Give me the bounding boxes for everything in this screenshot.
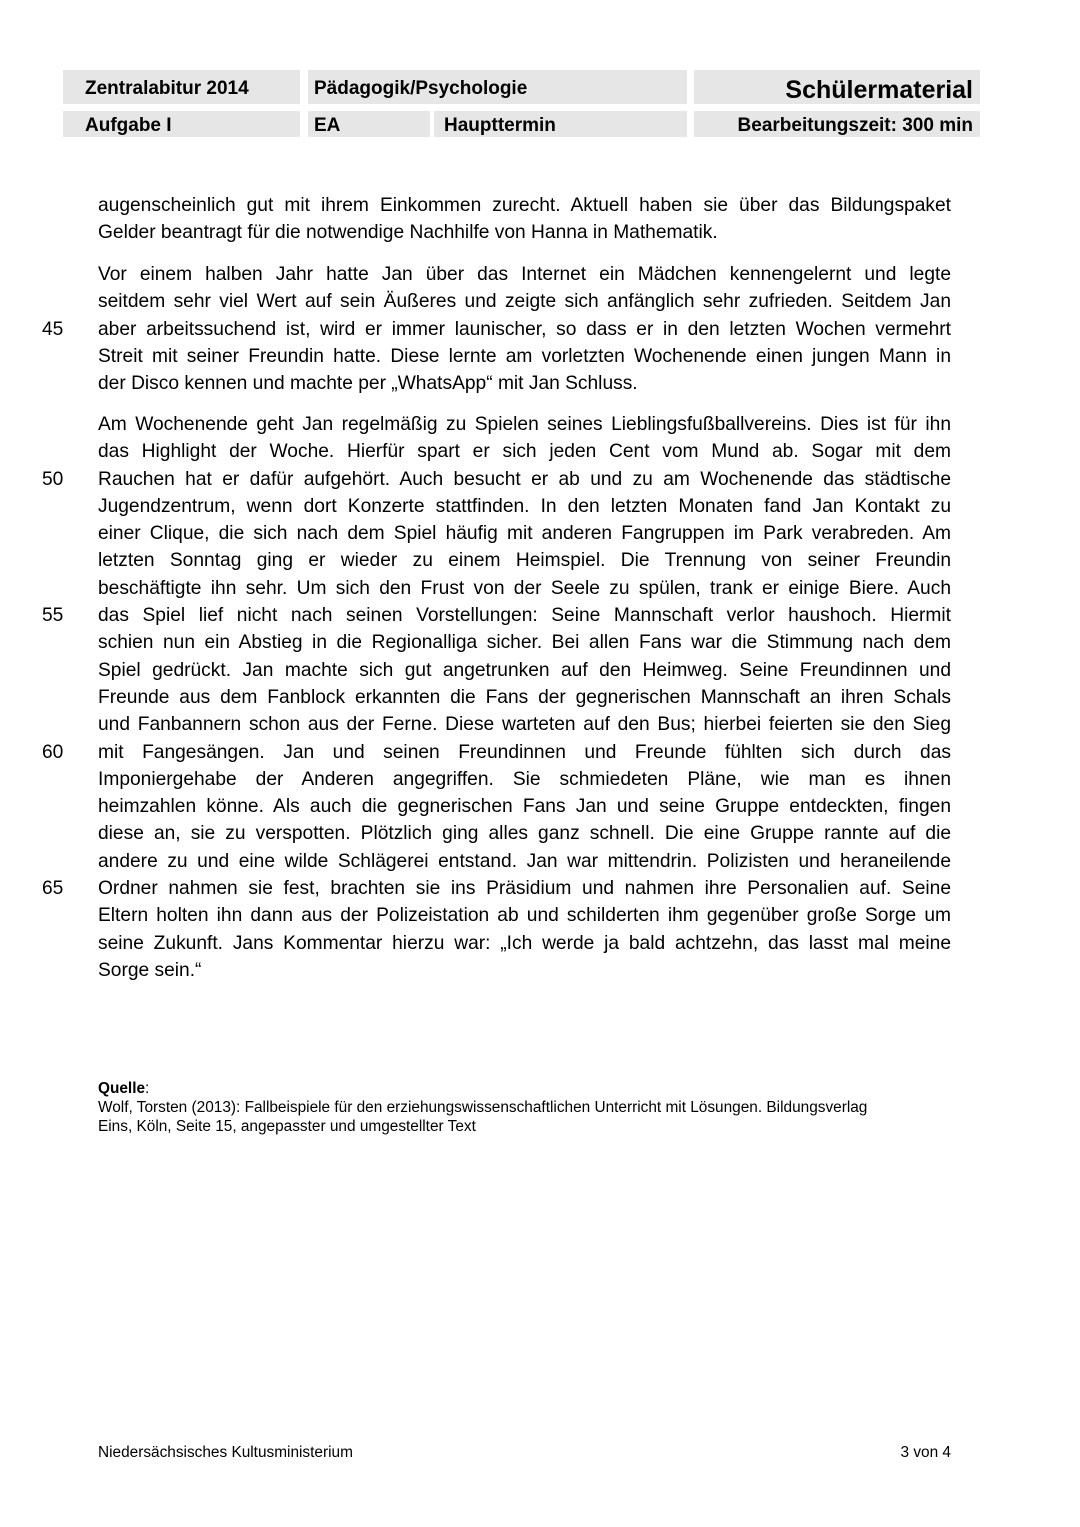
text-line: heimzahlen könne. Als auch die gegnerischen Fans Jan und seine Gruppe entdeckten, fingen	[98, 796, 951, 818]
text-line: andere zu und eine wilde Schlägerei entstand. Jan war mittendrin. Polizisten und heraneilende	[98, 850, 951, 872]
text-line: letzten Sonntag ging er wieder zu einem Heimspiel. Die Trennung von seiner Freundin	[98, 550, 951, 572]
header-level: EA	[308, 111, 430, 137]
text-line: Freunde aus dem Fanblock erkannten die Fans der gegnerischen Mannschaft an ihren Schals	[98, 686, 951, 708]
text-line: das Spiel lief nicht nach seinen Vorstellungen: Seine Mannschaft verlor haushoch. Hiermit	[98, 605, 951, 627]
source-colon: :	[145, 1080, 150, 1097]
text-line: seine Zukunft. Jans Kommentar hierzu war: „Ich werde ja bald achtzehn, das lasst mal meine	[98, 932, 951, 954]
paragraph-1	[98, 192, 951, 247]
text-line: diese an, sie zu verspotten. Plötzlich ging alles ganz schnell. Die eine Gruppe rannte auf die	[98, 823, 951, 845]
text-line: der Disco kennen und machte per „WhatsApp“ mit Jan Schluss.	[98, 373, 638, 395]
paragraph-2	[98, 261, 951, 397]
line-number: 55	[42, 605, 64, 626]
header-term: Haupttermin	[434, 111, 687, 137]
header-material: Schülermaterial	[694, 70, 980, 104]
footer-page-number: 3 von 4	[900, 1444, 951, 1461]
text-line: aber arbeitssuchend ist, wird er immer launischer, so dass er in den letzten Wochen vermehrt	[98, 318, 951, 340]
header-duration: Bearbeitungszeit: 300 min	[694, 111, 980, 137]
text-line: Gelder beantragt für die notwendige Nachhilfe von Hanna in Mathematik.	[98, 222, 718, 244]
source-citation	[98, 1079, 958, 1136]
line-number: 60	[42, 742, 64, 763]
text-line: Spiel gedrückt. Jan machte sich gut angetrunken auf den Heimweg. Seine Freundinnen und	[98, 659, 951, 681]
line-number: 65	[42, 878, 64, 899]
source-label: Quelle	[98, 1080, 146, 1097]
text-line: und Fanbannern schon aus der Ferne. Diese warteten auf den Bus; hierbei feierten sie den Sieg	[98, 714, 951, 736]
text-line: Jugendzentrum, wenn dort Konzerte stattfinden. In den letzten Monaten fand Jan Kontakt zu	[98, 495, 951, 517]
text-line: Rauchen hat er dafür aufgehört. Auch besucht er ab und zu am Wochenende das städtische	[98, 468, 951, 490]
text-line: augenscheinlich gut mit ihrem Einkommen zurecht. Aktuell haben sie über das Bildungspaket	[98, 195, 951, 216]
line-number: 45	[42, 319, 64, 340]
text-line: beschäftigte ihn sehr. Um sich den Frust von der Seele zu spülen, trank er einige Biere. Auch	[98, 577, 951, 599]
text-line: Eltern holten ihn dann aus der Polizeistation ab und schilderten ihm gegenüber große Sorge um	[98, 905, 951, 927]
text-line: mit Fangesängen. Jan und seinen Freundinnen und Freunde fühlten sich durch das	[98, 741, 951, 763]
text-line: schien nun ein Abstieg in die Regionalliga sicher. Bei allen Fans war die Stimmung nach dem	[98, 632, 951, 654]
header-task: Aufgabe I	[63, 111, 300, 137]
text-line: seitdem sehr viel Wert auf sein Äußeres und zeigte sich anfänglich sehr zufrieden. Seitdem Jan	[98, 291, 951, 313]
text-line: einer Clique, die sich nach dem Spiel häufig mit anderen Fangruppen im Park verabreden. Am	[98, 523, 951, 545]
text-line: das Highlight der Woche. Hierfür spart er sich jeden Cent vom Mund ab. Sogar mit dem	[98, 441, 951, 463]
source-heading	[98, 1079, 958, 1098]
text-line: Vor einem halben Jahr hatte Jan über das Internet ein Mädchen kennengelernt und legte	[98, 264, 951, 285]
text-line: Sorge sein.“	[98, 959, 202, 981]
line-number: 50	[42, 469, 64, 490]
footer-publisher: Niedersächsisches Kultusministerium	[98, 1444, 353, 1461]
source-line: Eins, Köln, Seite 15, angepasster und umgestellter Text	[98, 1118, 476, 1135]
source-line: Wolf, Torsten (2013): Fallbeispiele für den erziehungswissenschaftlichen Unterricht mit Lösungen. Bildungsverlag	[98, 1099, 868, 1116]
paragraph-3	[98, 411, 951, 984]
text-line: Imponiergehabe der Anderen angegriffen. Sie schmiedeten Pläne, wie man es ihnen	[98, 768, 951, 790]
text-line: Am Wochenende geht Jan regelmäßig zu Spielen seines Lieblingsfußballvereins. Dies ist für ihn	[98, 414, 951, 435]
header-exam: Zentralabitur 2014	[63, 70, 300, 104]
header-subject: Pädagogik/Psychologie	[308, 70, 687, 104]
text-line: Ordner nahmen sie fest, brachten sie ins Präsidium und nahmen ihre Personalien auf. Seine	[98, 878, 951, 900]
text-line: Streit mit seiner Freundin hatte. Diese lernte am vorletzten Wochenende einen jungen Mann in	[98, 345, 951, 367]
